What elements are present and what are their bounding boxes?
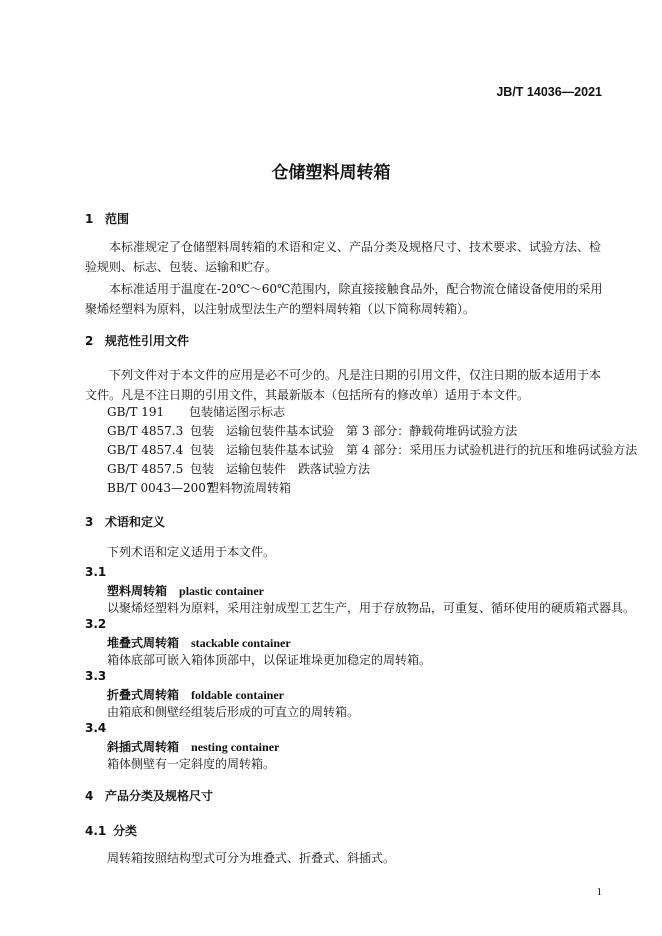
reference-code: BB/T 0043—2007 xyxy=(107,481,214,495)
clause-number: 3.4 xyxy=(85,721,107,735)
paragraph: 下列文件对于本文件的应用是必不可少的。凡是注日期的引用文件，仅注日期的版本适用于本文件。凡是不注日期的引用文件，其最新版本（包括所有的修改单）适用于本文件。 xyxy=(85,368,602,402)
section-title: 规范性引用文件 xyxy=(105,334,190,348)
reference-item xyxy=(107,479,291,496)
section-number: 2 xyxy=(85,334,94,348)
subsection-4-1-heading xyxy=(85,822,137,839)
reference-code: GB/T 4857.3 xyxy=(107,424,184,438)
section-number: 3 xyxy=(85,515,94,529)
reference-title: 塑料物流周转箱 xyxy=(207,481,292,495)
reference-title: 包装 运输包装件 跌落试验方法 xyxy=(190,462,371,476)
term-definition: 箱体侧壁有一定斜度的周转箱。 xyxy=(107,757,276,771)
page-number: 1 xyxy=(596,886,602,898)
reference-item xyxy=(107,460,370,477)
term-english: nesting container xyxy=(191,740,280,754)
reference-item xyxy=(107,422,517,439)
reference-title: 包装 运输包装件基本试验 第 4 部分：采用压力试验机进行的抗压和堆码试验方法 xyxy=(190,443,638,457)
paragraph: 周转箱按照结构型式可分为堆叠式、折叠式、斜插式。 xyxy=(107,851,396,865)
document-title: 仓储塑料周转箱 xyxy=(271,163,391,183)
reference-code: GB/T 4857.5 xyxy=(107,462,184,476)
section-title: 术语和定义 xyxy=(105,515,166,529)
term-english: plastic container xyxy=(179,584,265,598)
subsection-number: 4.1 xyxy=(85,824,107,838)
standard-number: JB/T 14036—2021 xyxy=(496,85,602,99)
section-title: 范围 xyxy=(105,212,130,226)
term-definition: 以聚烯烃塑料为原料，采用注射成型工艺生产，用于存放物品，可重复、循环使用的硬质箱式器具。 xyxy=(107,601,636,615)
term-english: stackable container xyxy=(191,636,291,650)
paragraph: 本标准规定了仓储塑料周转箱的术语和定义、产品分类及规格尺寸、技术要求、试验方法、检验规则、标志、包装、运输和贮存。 xyxy=(85,240,602,274)
term-english: foldable container xyxy=(191,688,285,702)
section-1-heading xyxy=(85,210,129,227)
section-2-heading xyxy=(85,332,189,349)
paragraph: 下列术语和定义适用于本文件。 xyxy=(107,545,276,559)
term-chinese: 塑料周转箱 xyxy=(107,584,168,598)
section-4-heading xyxy=(85,787,213,804)
reference-code: GB/T 4857.4 xyxy=(107,443,184,457)
subsection-title: 分类 xyxy=(113,824,138,838)
clause-number: 3.2 xyxy=(85,617,107,631)
reference-item xyxy=(107,441,637,458)
term-definition: 由箱底和侧壁经组装后形成的可直立的周转箱。 xyxy=(107,705,360,719)
section-title: 产品分类及规格尺寸 xyxy=(105,789,214,803)
clause-number: 3.3 xyxy=(85,669,107,683)
reference-item xyxy=(107,403,285,420)
section-3-heading xyxy=(85,513,165,530)
section-number: 4 xyxy=(85,789,94,803)
term-chinese: 堆叠式周转箱 xyxy=(107,636,180,650)
term-entry xyxy=(107,738,279,755)
section-number: 1 xyxy=(85,212,94,226)
term-entry xyxy=(107,686,284,703)
term-entry xyxy=(107,582,264,599)
reference-title: 包装储运图示标志 xyxy=(189,405,286,419)
term-chinese: 折叠式周转箱 xyxy=(107,688,180,702)
term-definition: 箱体底部可嵌入箱体顶部中，以保证堆垛更加稳定的周转箱。 xyxy=(107,653,432,667)
paragraph: 本标准适用于温度在-20℃～60℃范围内，除直接接触食品外，配合物流仓储设备使用的采用聚烯烃塑料为原料，以注射成型法生产的塑料周转箱（以下简称周转箱）。 xyxy=(85,282,603,316)
clause-number: 3.1 xyxy=(85,565,107,579)
reference-title: 包装 运输包装件基本试验 第 3 部分：静载荷堆码试验方法 xyxy=(190,424,518,438)
term-entry xyxy=(107,634,291,651)
reference-code: GB/T 191 xyxy=(107,405,165,419)
term-chinese: 斜插式周转箱 xyxy=(107,740,180,754)
